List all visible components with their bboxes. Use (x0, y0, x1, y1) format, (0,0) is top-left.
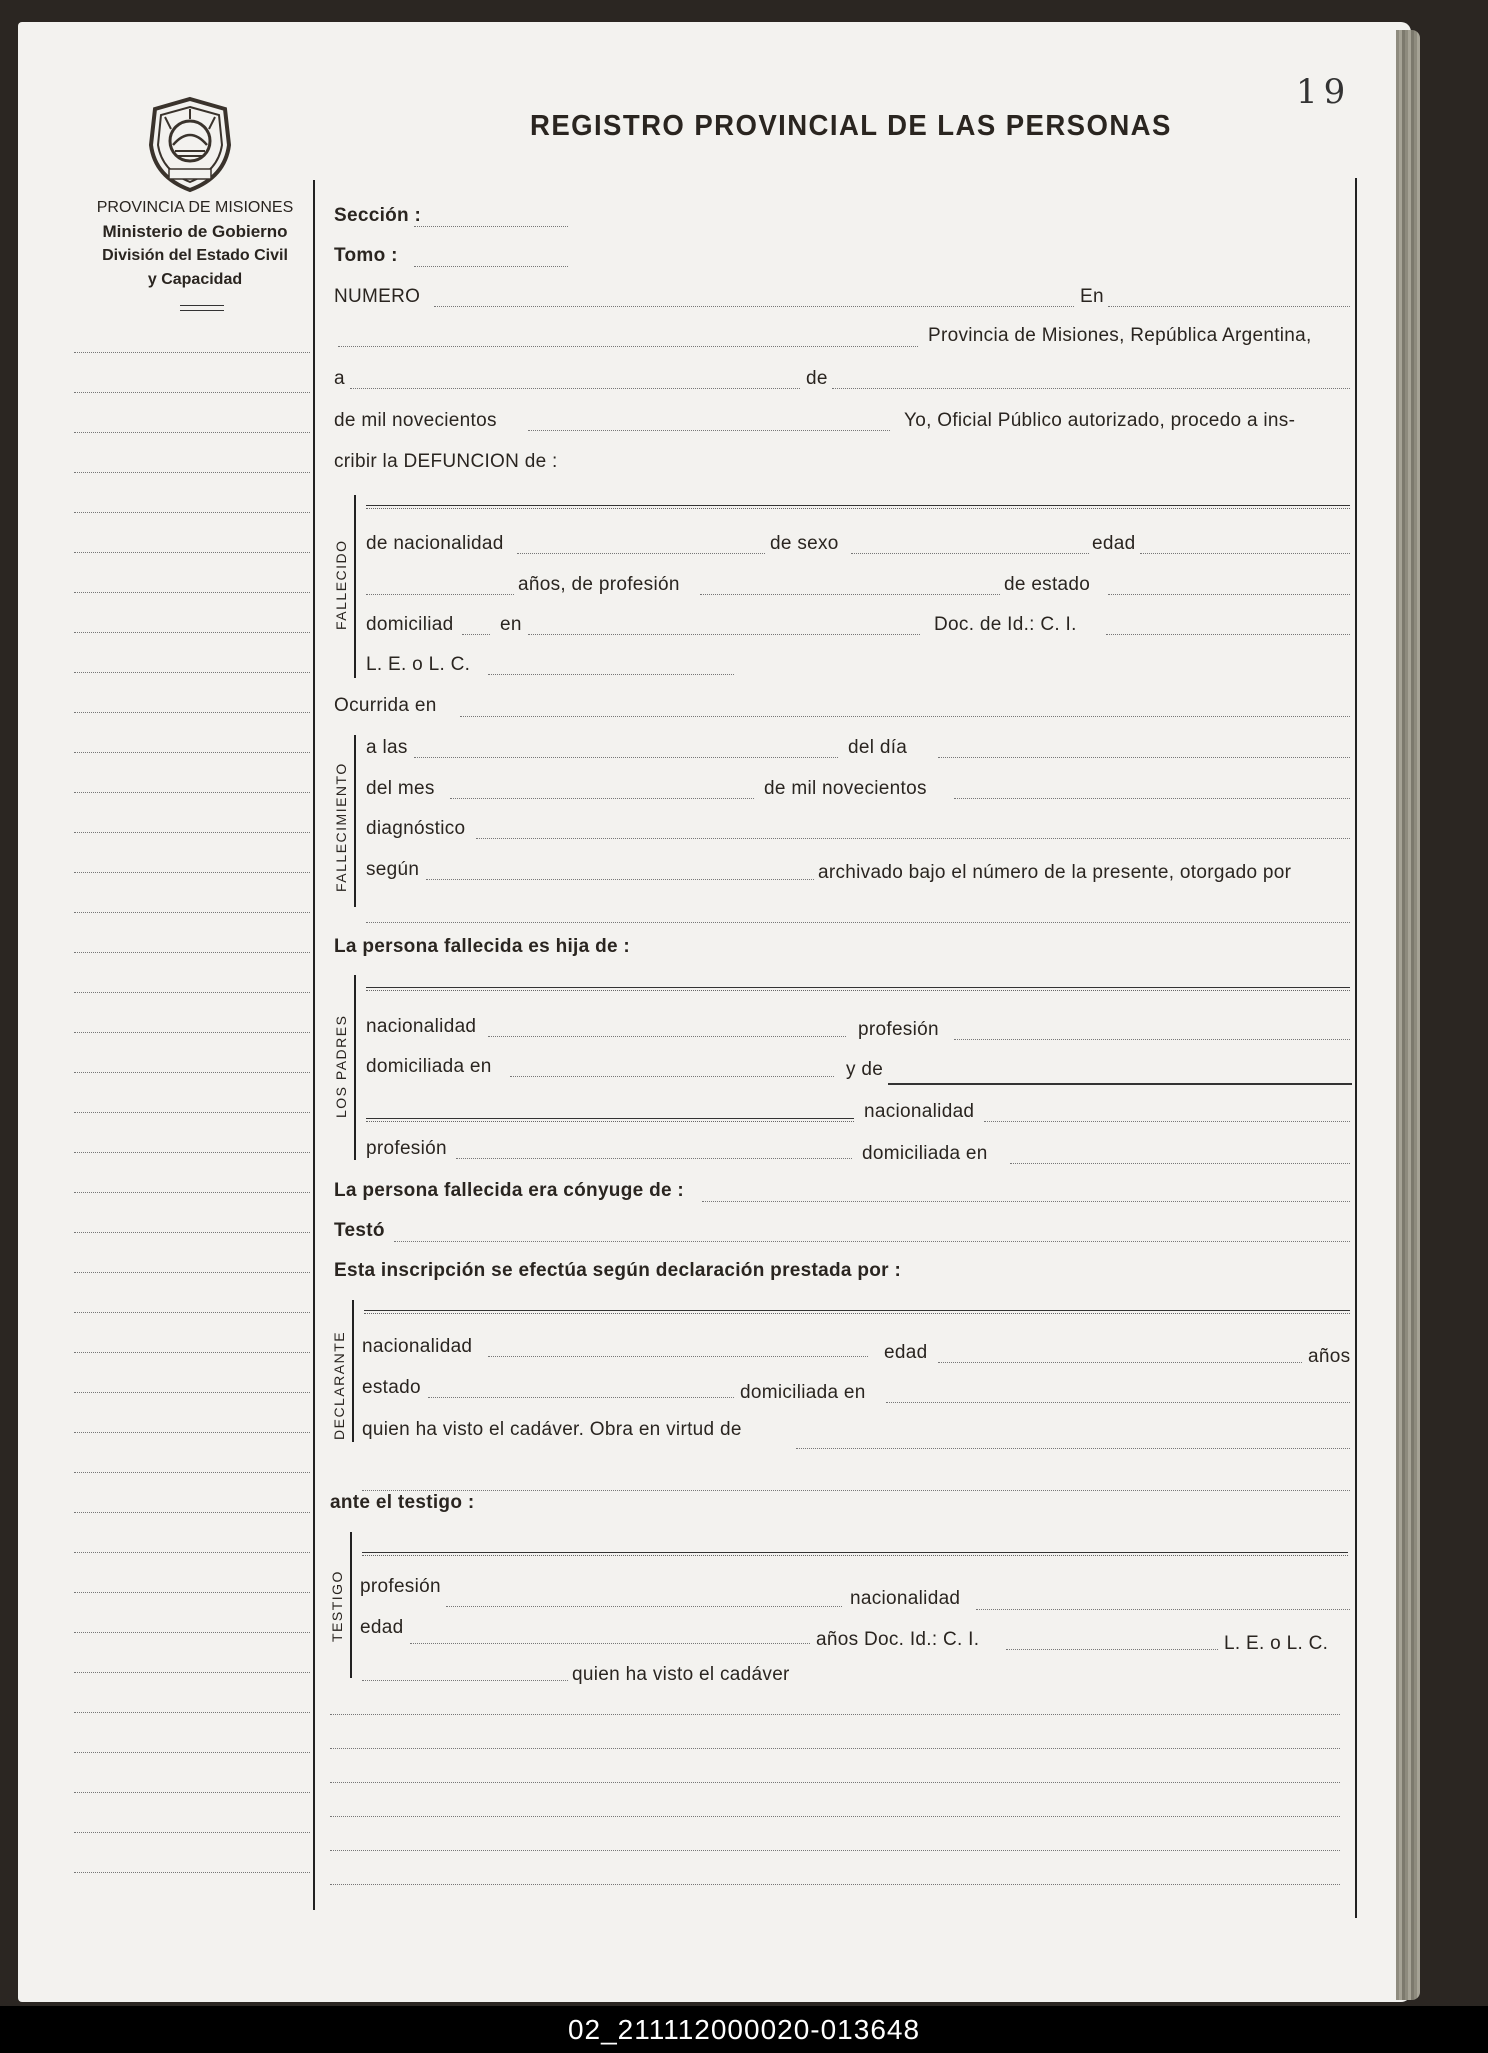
le-lc-field[interactable] (488, 674, 734, 675)
margin-line (74, 672, 310, 673)
testigo-nacionalidad-field[interactable] (976, 1609, 1350, 1610)
margin-line (74, 832, 310, 833)
doc-id-label: Doc. de Id.: C. I. (934, 614, 1077, 635)
nacionalidad-field[interactable] (517, 553, 765, 554)
book-spine (1396, 30, 1420, 2000)
closing-line[interactable] (330, 1714, 1340, 1715)
hija-de-label: La persona fallecida es hija de : (334, 936, 631, 957)
margin-line (74, 1632, 310, 1633)
declarante-estado-field[interactable] (428, 1397, 734, 1398)
estado-field[interactable] (1108, 594, 1350, 595)
deceased-name-field[interactable] (366, 505, 1350, 509)
mes-field[interactable] (450, 798, 754, 799)
madre-domicilio-label: domiciliada en (862, 1143, 988, 1164)
margin-line (74, 432, 310, 433)
otorgado-field[interactable] (366, 922, 1350, 923)
ledger-page (18, 22, 1411, 2002)
header-divider (180, 305, 224, 311)
testigo-visto-label: quien ha visto el cadáver (572, 1664, 790, 1685)
en-field[interactable] (1108, 306, 1350, 307)
seccion-label: Sección : (334, 205, 422, 226)
ocurrida-label: Ocurrida en (334, 695, 437, 716)
margin-line (74, 792, 310, 793)
page-number: 19 (1296, 72, 1352, 112)
margin-line (74, 1152, 310, 1153)
issuer-province: PROVINCIA DE MISIONES (96, 199, 294, 216)
margin-line (74, 512, 310, 513)
declarante-estado-label: estado (362, 1377, 421, 1398)
margin-line (74, 472, 310, 473)
year-field[interactable] (528, 430, 890, 431)
provincial-seal-icon (145, 95, 235, 193)
testigo-bracket (350, 1532, 352, 1678)
del-dia-label: del día (848, 737, 908, 758)
le-lc-label: L. E. o L. C. (366, 654, 471, 675)
y-de-label: y de (846, 1059, 884, 1080)
margin-line (74, 872, 310, 873)
numero-label: NUMERO (334, 286, 421, 307)
madre-domicilio-field[interactable] (1010, 1163, 1350, 1164)
issuer-division: División del Estado Civil (102, 247, 288, 264)
margin-line (74, 1272, 310, 1273)
margin-line (74, 1592, 310, 1593)
declarante-edad-label: edad (884, 1342, 928, 1363)
hora-field[interactable] (414, 757, 838, 758)
declarante-domicilio-field[interactable] (886, 1402, 1350, 1403)
nacionalidad-label: de nacionalidad (366, 533, 504, 554)
closing-line[interactable] (330, 1884, 1340, 1885)
conyuge-label: La persona fallecida era cónyuge de : (334, 1180, 685, 1201)
issuer-block (60, 196, 330, 292)
inscribir-text: cribir la DEFUNCION de : (334, 451, 558, 472)
testigo-le-lc-field[interactable] (362, 1680, 568, 1681)
en-label: En (1080, 286, 1104, 307)
archivado-text: archivado bajo el número de la presente, otorgado por (818, 862, 1292, 883)
margin-line (74, 1432, 310, 1433)
edad-field[interactable] (1140, 553, 1350, 554)
margin-line (74, 1872, 310, 1873)
margin-rule (313, 180, 315, 1910)
obra-virtud-continuation[interactable] (362, 1490, 1350, 1491)
diagnostico-field[interactable] (476, 838, 1350, 839)
inscripcion-label: Esta inscripción se efectúa según declaración prestada por : (334, 1260, 902, 1281)
padres-bracket (354, 975, 356, 1160)
closing-line[interactable] (330, 1782, 1340, 1783)
doc-id-field[interactable] (1106, 634, 1350, 635)
certificado-field[interactable] (426, 879, 814, 880)
margin-line (74, 1752, 310, 1753)
margin-line (74, 1232, 310, 1233)
margin-line (74, 1832, 310, 1833)
domiciliad-label: domiciliad (366, 614, 454, 635)
testigo-section-label: TESTIGO (329, 1570, 345, 1642)
domicilio-field[interactable] (528, 634, 920, 635)
right-rule (1355, 178, 1357, 1918)
place-field[interactable] (338, 346, 918, 347)
padre-domicilio-field[interactable] (510, 1076, 834, 1077)
margin-line (74, 1552, 310, 1553)
margin-line (74, 592, 310, 593)
fallecido-section-label: FALLECIDO (333, 539, 349, 630)
testigo-edad-label: edad (360, 1617, 404, 1638)
age-years-field[interactable] (366, 594, 514, 595)
issuer-capacity: y Capacidad (147, 271, 243, 288)
margin-line (74, 392, 310, 393)
edad-label: edad (1092, 533, 1136, 554)
margin-line (74, 712, 310, 713)
margin-line (74, 1392, 310, 1393)
testigo-profesion-field[interactable] (446, 1606, 842, 1607)
del-mes-label: del mes (366, 778, 435, 799)
testo-label: Testó (334, 1220, 385, 1241)
padre-nacionalidad-field[interactable] (488, 1036, 846, 1037)
testigo-profesion-label: profesión (360, 1576, 441, 1597)
testigo-nacionalidad-label: nacionalidad (850, 1588, 961, 1609)
en-domicilio-label: en (500, 614, 522, 635)
testigo-le-lc-label: L. E. o L. C. (1224, 1633, 1329, 1654)
closing-line[interactable] (330, 1748, 1340, 1749)
padre-name-field[interactable] (366, 987, 1350, 991)
sexo-field[interactable] (851, 553, 1089, 554)
domiciliad-suffix-field[interactable] (462, 634, 490, 635)
madre-nacionalidad-label: nacionalidad (864, 1101, 975, 1122)
margin-line (74, 1312, 310, 1313)
profesion-field[interactable] (700, 594, 1000, 595)
a-las-label: a las (366, 737, 408, 758)
estado-label: de estado (1004, 574, 1091, 595)
margin-line (74, 1512, 310, 1513)
ocurrida-field[interactable] (460, 716, 1350, 717)
declarante-name-field[interactable] (364, 1310, 1350, 1314)
testigo-edad-field[interactable] (410, 1643, 810, 1644)
issuer-ministry: Ministerio de Gobierno (102, 222, 288, 241)
declarante-nacionalidad-label: nacionalidad (362, 1336, 473, 1357)
fallecimiento-bracket (354, 735, 356, 907)
margin-line (74, 752, 310, 753)
padre-domicilio-label: domiciliada en (366, 1056, 492, 1077)
padre-profesion-field[interactable] (954, 1039, 1350, 1040)
declarante-domicilio-label: domiciliada en (740, 1382, 866, 1403)
margin-line (74, 912, 310, 913)
sexo-label: de sexo (770, 533, 839, 554)
diagnostico-label: diagnóstico (366, 818, 466, 839)
tomo-field[interactable] (414, 266, 568, 267)
declarante-section-label: DECLARANTE (331, 1330, 347, 1440)
conyuge-field[interactable] (702, 1201, 1350, 1202)
madre-nacionalidad-field[interactable] (984, 1121, 1350, 1122)
scan-identifier: 02_211112000020-013648 (0, 2006, 1488, 2053)
de-label: de (806, 368, 828, 389)
margin-line (74, 1672, 310, 1673)
margin-line (74, 1072, 310, 1073)
margin-line (74, 1192, 310, 1193)
madre-profesion-label: profesión (366, 1138, 447, 1159)
margin-line (74, 352, 310, 353)
madre-profesion-field[interactable] (456, 1158, 852, 1159)
quien-ha-visto-label: quien ha visto el cadáver. Obra en virtud de (362, 1419, 742, 1440)
a-label: a (334, 368, 345, 389)
obra-virtud-field[interactable] (796, 1448, 1350, 1449)
seccion-field[interactable] (414, 226, 568, 227)
fallecido-bracket (354, 495, 356, 678)
mil-novecientos-label: de mil novecientos (334, 410, 497, 431)
declarante-nacionalidad-field[interactable] (488, 1356, 868, 1357)
margin-line (74, 1112, 310, 1113)
anos-profesion-label: años, de profesión (518, 574, 680, 595)
padre-profesion-label: profesión (858, 1019, 939, 1040)
madre-name-field[interactable] (888, 1083, 1352, 1085)
margin-line (74, 632, 310, 633)
closing-line[interactable] (330, 1816, 1340, 1817)
day-field[interactable] (350, 388, 800, 389)
margin-line (74, 1472, 310, 1473)
padres-section-label: LOS PADRES (333, 1014, 349, 1118)
declarante-edad-field[interactable] (938, 1362, 1302, 1363)
segun-label: según (366, 859, 420, 880)
margin-line (74, 992, 310, 993)
padre-nacionalidad-label: nacionalidad (366, 1016, 477, 1037)
declarante-bracket (352, 1300, 354, 1442)
mil-novecientos-fall-label: de mil novecientos (764, 778, 927, 799)
numero-field[interactable] (434, 306, 1074, 307)
margin-line (74, 1712, 310, 1713)
page-title: REGISTRO PROVINCIAL DE LAS PERSONAS (530, 110, 1172, 142)
closing-line[interactable] (330, 1850, 1340, 1851)
madre-name-continuation[interactable] (366, 1118, 854, 1122)
tomo-label: Tomo : (334, 245, 398, 266)
margin-line (74, 1032, 310, 1033)
margin-line (74, 1352, 310, 1353)
testigo-name-field[interactable] (362, 1552, 1348, 1556)
month-field[interactable] (832, 388, 1350, 389)
margin-line (74, 552, 310, 553)
oficial-text: Yo, Oficial Público autorizado, procedo a ins- (904, 410, 1296, 431)
margin-line (74, 1792, 310, 1793)
testigo-doc-label: años Doc. Id.: C. I. (816, 1629, 980, 1650)
testo-field[interactable] (394, 1241, 1350, 1242)
margin-line (74, 952, 310, 953)
anio-fall-field[interactable] (954, 798, 1350, 799)
declarante-anos-label: años (1308, 1346, 1351, 1367)
fallecimiento-section-label: FALLECIMIENTO (333, 762, 349, 892)
dia-field[interactable] (938, 757, 1350, 758)
provincia-text: Provincia de Misiones, República Argentina, (928, 325, 1312, 346)
ante-testigo-label: ante el testigo : (330, 1492, 475, 1513)
testigo-doc-field[interactable] (1006, 1649, 1218, 1650)
